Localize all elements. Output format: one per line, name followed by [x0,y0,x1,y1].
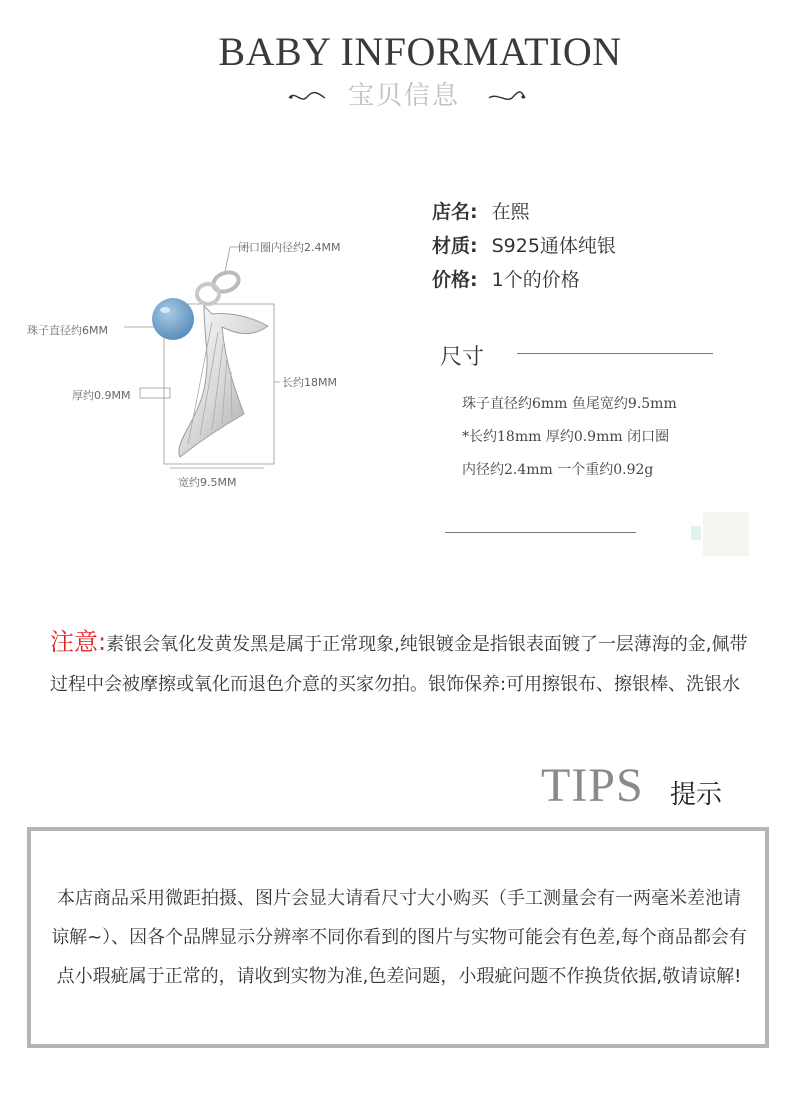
tips-heading-cn: 提示 [670,780,723,810]
tips-box [27,827,769,1048]
care-notice [50,622,762,705]
page-title: BABY INFORMATION [218,29,622,74]
tips-heading: TIPS [541,759,644,812]
size-heading: 尺寸 [440,345,485,370]
subtitle-row [287,80,527,114]
length-label: 长约18MM [282,376,337,389]
tips-body: 本店商品采用微距拍摄、图片会显大请看尺寸大小购买（手工测量会有一两毫米差池请谅解~）、因各个品牌显示分辨率不同你看到的图片与实物可能会有色差,每个商品都会有点小瑕疵属于正常的，请收到实物为准,色差问题，小瑕疵问题不作换货依据,敬请谅解! [51,888,747,987]
pendant-illustration [22,232,382,500]
info-material-row [432,234,616,258]
left-ornament-icon [287,88,327,106]
size-line-1: 珠子直径约6mm 鱼尾宽约9.5mm [462,396,677,412]
info-shop-row [432,200,530,224]
decorative-swatch [691,512,749,556]
price-label: 价格: [432,269,478,291]
ring-diameter-label: 闭口圈内径约2.4MM [238,241,341,254]
product-diagram [22,232,382,500]
page-subtitle: 宝贝信息 [347,81,460,111]
notice-text: 素银会氧化发黄发黑是属于正常现象,纯银镀金是指银表面镀了一层薄海的金,佩带过程中会被摩擦或氧化而退色介意的买家勿拍。银饰保养:可用擦银布、擦银棒、洗银水 [50,634,748,695]
bead-diameter-label: 珠子直径约6MM [27,324,108,337]
material-label: 材质: [432,235,478,257]
notice-highlight: 注意: [50,628,107,656]
right-ornament-icon [487,88,527,106]
size-divider [517,353,713,354]
info-bottom-divider [445,532,636,533]
size-line-3: 内径约2.4mm 一个重约0.92g [462,462,654,478]
width-label: 宽约9.5MM [178,476,237,489]
shop-value: 在熙 [491,201,530,223]
info-price-row [432,268,580,292]
shop-label: 店名: [432,201,478,223]
material-value: S925通体纯银 [491,235,616,257]
size-line-2: *长约18mm 厚约0.9mm 闭口圈 [462,429,670,445]
thickness-label: 厚约0.9MM [72,389,131,402]
price-value: 1个的价格 [491,269,580,291]
